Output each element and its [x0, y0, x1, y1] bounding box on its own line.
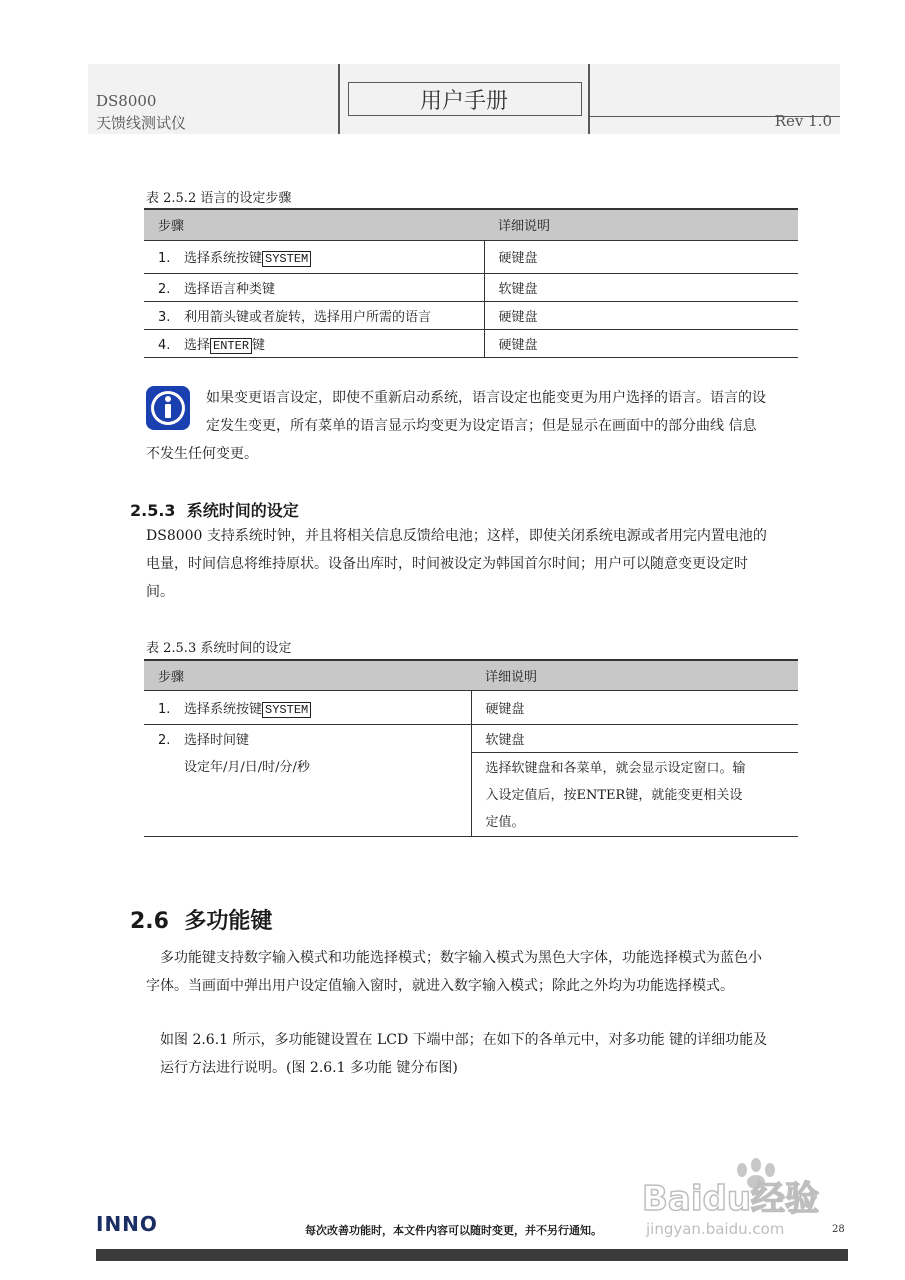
footer-notice: 每次改善功能时，本文件内容可以随时变更，并不另行通知。	[305, 1224, 602, 1237]
section-2-5-3-line-2: 电量，时间信息将维持原状。设备出库时，时间被设定为韩国首尔时间；用户可以随意变更设定时	[146, 556, 748, 572]
system-key-label: SYSTEM	[262, 702, 311, 718]
note-line-3: 不发生任何变更。	[146, 446, 258, 462]
detail-cell: 软键盘	[471, 724, 798, 752]
section-heading-2-6: 2.6 多功能键	[130, 908, 273, 934]
info-icon	[145, 385, 191, 431]
section-2-6-p1-line-1: 多功能键支持数字输入模式和功能选择模式；数字输入模式为黑色大字体，功能选择模式为蓝色小	[160, 950, 762, 966]
note-line-2: 定发生变更，所有菜单的语言显示均变更为设定语言；但是显示在画面中的部分曲线 信息	[206, 418, 757, 434]
time-steps-table	[144, 659, 798, 837]
header-model: DS8000	[96, 92, 157, 110]
step-cell: 设定年/月/日/时/分/秒	[144, 752, 471, 836]
table-row	[144, 301, 798, 329]
table1-caption: 表 2.5.2 语言的设定步骤	[146, 191, 292, 206]
table-row	[144, 752, 798, 836]
header-right-panel	[590, 64, 840, 134]
page-header	[88, 64, 840, 134]
header-product: 天馈线测试仪	[96, 114, 187, 132]
step-cell: 1. 选择系统按键 SYSTEM	[144, 240, 484, 273]
step-cell: 1. 选择系统按键 SYSTEM	[144, 690, 471, 724]
page-number: 28	[832, 1224, 845, 1235]
header-left-panel	[88, 64, 340, 134]
section-2-5-3-line-3: 间。	[146, 584, 174, 600]
section-heading-2-5-3: 2.5.3 系统时间的设定	[130, 501, 299, 520]
table2-caption: 表 2.5.3 系统时间的设定	[146, 641, 292, 656]
watermark-url: jingyan.baidu.com	[646, 1220, 785, 1238]
detail-cell: 软键盘	[484, 273, 798, 301]
watermark-brand: Baidu经验	[642, 1179, 820, 1219]
detail-cell: 硬键盘	[484, 329, 798, 357]
table-row	[144, 240, 798, 273]
header-title: 用户手册	[419, 89, 508, 114]
step-cell: 2. 选择时间键	[144, 724, 471, 752]
step-cell: 4. 选择 ENTER 键	[144, 329, 484, 357]
detail-cell: 选择软键盘和各菜单，就会显示设定窗口。输 入设定值后，按ENTER键，就能变更相关设 定值。	[471, 752, 798, 836]
detail-cell: 硬键盘	[484, 240, 798, 273]
baidu-watermark	[640, 1150, 850, 1240]
section-2-6-p1-line-2: 字体。当画面中弹出用户设定值输入窗时，就进入数字输入模式；除此之外均为功能选择模式。	[146, 978, 734, 994]
language-steps-table	[144, 208, 798, 358]
table-row	[144, 690, 798, 724]
system-key-label: SYSTEM	[262, 251, 311, 267]
inno-logo: INNO	[96, 1212, 158, 1236]
detail-cell: 硬键盘	[484, 301, 798, 329]
section-2-6-p2-line-1: 如图 2.6.1 所示，多功能键设置在 LCD 下端中部；在如下的各单元中，对多功能 键的详细功能及	[160, 1032, 768, 1048]
table-row	[144, 273, 798, 301]
table-header-step: 步骤	[144, 209, 484, 240]
table-header-row	[144, 209, 798, 240]
header-revision: Rev 1.0	[774, 112, 832, 130]
step-cell: 3. 利用箭头键或者旋转，选择用户所需的语言	[144, 301, 484, 329]
enter-key-label: ENTER	[210, 338, 252, 354]
section-2-5-3-line-1: DS8000 支持系统时钟，并且将相关信息反馈给电池；这样，即使关闭系统电源或者用完内置电池的	[146, 528, 767, 544]
table-header-row	[144, 660, 798, 690]
footer-bar	[96, 1249, 848, 1261]
table-header-detail: 详细说明	[484, 209, 798, 240]
note-line-1: 如果变更语言设定，即使不重新启动系统，语言设定也能变更为用户选择的语言。语言的设	[206, 390, 766, 406]
table-header-step: 步骤	[144, 660, 471, 690]
detail-cell: 硬键盘	[471, 690, 798, 724]
table-row	[144, 724, 798, 752]
table-header-detail: 详细说明	[471, 660, 798, 690]
header-center-panel	[340, 64, 588, 134]
section-2-6-p2-line-2: 运行方法进行说明。(图 2.6.1 多功能 键分布图)	[160, 1060, 458, 1076]
table-row	[144, 329, 798, 357]
step-cell: 2. 选择语言种类键	[144, 273, 484, 301]
